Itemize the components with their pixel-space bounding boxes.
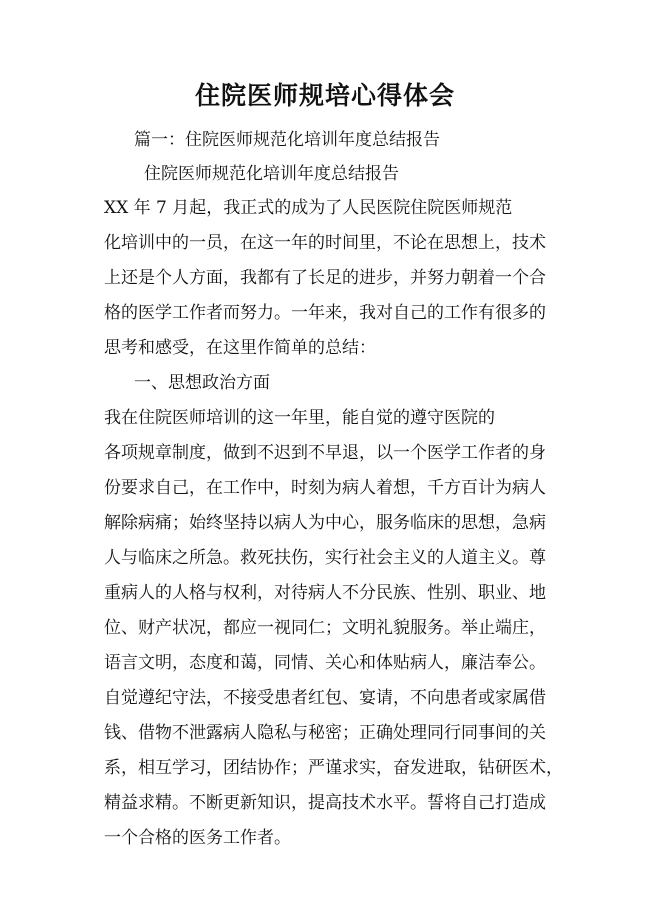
paragraph1-line: 上还是个人方面，我都有了长足的进步，并努力朝着一个合: [104, 268, 546, 288]
section-heading: 篇一：住院医师规范化培训年度总结报告: [134, 130, 440, 150]
paragraph2-line: 语言文明，态度和蔼，同情、关心和体贴病人，廉洁奉公。: [104, 653, 546, 673]
paragraph2-line: 人与临床之所急。救死扶伤，实行社会主义的人道主义。尊: [104, 548, 546, 568]
sub-heading: 住院医师规范化培训年度总结报告: [144, 164, 399, 184]
paragraph2-line: 钱、借物不泄露病人隐私与秘密；正确处理同行同事间的关: [104, 723, 546, 743]
paragraph1-line: 思考和感受，在这里作简单的总结：: [104, 338, 376, 358]
paragraph2-line: 重病人的人格与权利，对待病人不分民族、性别、职业、地: [104, 583, 546, 603]
paragraph2-line: 自觉遵纪守法，不接受患者红包、宴请，不向患者或家属借: [104, 688, 546, 708]
paragraph2-line: 份要求自己，在工作中，时刻为病人着想，千方百计为病人: [104, 478, 546, 498]
paragraph2-line: 我在住院医师培训的这一年里，能自觉的遵守医院的: [104, 408, 495, 428]
paragraph2-line: 解除病痛；始终坚持以病人为中心，服务临床的思想，急病: [104, 513, 546, 533]
document-title: 住院医师规培心得体会: [194, 81, 455, 110]
paragraph2-line: 位、财产状况，都应一视同仁；文明礼貌服务。举止端庄，: [104, 618, 546, 638]
paragraph2-line: 系，相互学习，团结协作；严谨求实，奋发进取，钻研医术，: [104, 758, 563, 778]
paragraph2-line: 精益求精。不断更新知识，提高技术水平。誓将自己打造成: [104, 793, 546, 813]
paragraph1-line: XX 年 7 月起，我正式的成为了人民医院住院医师规范: [104, 198, 513, 218]
paragraph2-line: 各项规章制度，做到不迟到不早退，以一个医学工作者的身: [104, 443, 546, 463]
section-heading-politics: 一、思想政治方面: [134, 373, 270, 393]
paragraph1-line: 格的医学工作者而努力。一年来，我对自己的工作有很多的: [104, 303, 546, 323]
paragraph2-line: 一个合格的医务工作者。: [104, 828, 291, 848]
paragraph1-line: 化培训中的一员，在这一年的时间里，不论在思想上，技术: [104, 233, 546, 253]
